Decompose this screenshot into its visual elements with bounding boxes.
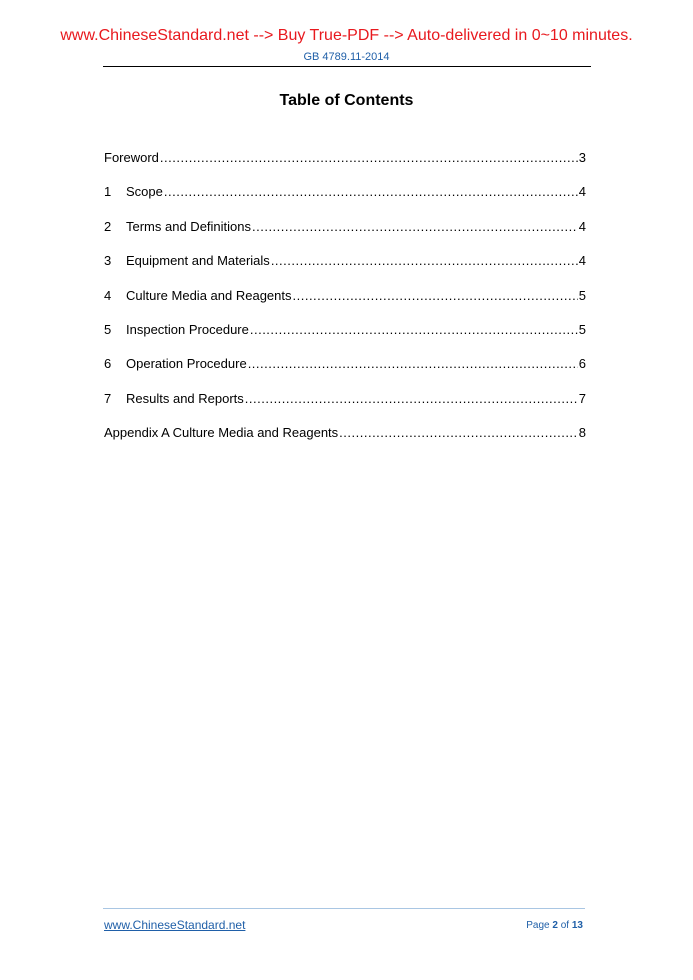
toc-entry-appendix-a[interactable] <box>104 425 586 459</box>
toc-entry-inspection-procedure[interactable] <box>104 322 586 356</box>
toc-entry-title: Results and Reports <box>126 390 244 406</box>
page-number <box>526 920 583 931</box>
toc-entry-title: Culture Media and Reagents <box>126 287 292 303</box>
toc-dot-leader <box>293 288 578 303</box>
header-divider <box>103 66 591 67</box>
toc-entry-operation-procedure[interactable] <box>104 356 586 390</box>
toc-entry-title: Terms and Definitions <box>126 218 251 234</box>
toc-entry-page: 3 <box>578 150 586 165</box>
toc-entry-results-and-reports[interactable] <box>104 391 586 425</box>
table-of-contents <box>104 150 586 460</box>
toc-dot-leader <box>271 253 578 268</box>
toc-entry-page: 5 <box>578 287 586 303</box>
toc-entry-number: 4 <box>104 287 112 303</box>
page-label: Page <box>526 920 550 931</box>
toc-entry-culture-media-and-reagents[interactable] <box>104 288 586 322</box>
toc-entry-number: 2 <box>104 218 112 234</box>
toc-dot-leader <box>245 391 578 406</box>
toc-entry-scope[interactable] <box>104 184 586 218</box>
toc-entry-page: 6 <box>578 356 586 372</box>
toc-entry-title: Scope <box>126 184 163 200</box>
toc-entry-title: Equipment and Materials <box>126 253 270 269</box>
toc-title: Table of Contents <box>279 92 414 109</box>
page-current: 2 <box>552 920 558 931</box>
promo-banner <box>0 27 693 45</box>
toc-entry-page: 7 <box>578 390 586 406</box>
toc-entry-page: 4 <box>578 218 586 234</box>
toc-entry-title: Operation Procedure <box>126 356 247 372</box>
toc-entry-equipment-and-materials[interactable] <box>104 253 586 287</box>
toc-dot-leader <box>339 425 578 440</box>
toc-entry-page: 4 <box>578 184 586 200</box>
standard-code: GB 4789.11-2014 <box>303 51 390 63</box>
toc-dot-leader <box>248 356 578 371</box>
footer-divider <box>103 908 585 909</box>
page-of-label: of <box>560 920 570 931</box>
toc-dot-leader <box>250 322 578 337</box>
toc-entry-number: 3 <box>104 253 112 269</box>
toc-entry-title: Inspection Procedure <box>126 321 249 337</box>
toc-dot-leader <box>252 219 578 234</box>
page-total: 13 <box>571 920 583 931</box>
toc-dot-leader <box>164 184 578 199</box>
toc-entry-page: 5 <box>578 321 586 337</box>
toc-entry-number: 6 <box>104 356 112 372</box>
toc-entry-page: 4 <box>578 253 586 269</box>
toc-entry-title: Foreword <box>104 150 159 165</box>
toc-entry-title: Appendix A Culture Media and Reagents <box>104 425 339 441</box>
toc-entry-number: 5 <box>104 321 112 337</box>
promo-banner-link[interactable]: www.ChineseStandard.net --> Buy True-PDF --> Auto-delivered in 0~10 minutes. <box>60 27 633 44</box>
toc-dot-leader <box>160 150 578 165</box>
toc-entry-number: 7 <box>104 390 112 406</box>
toc-entry-number: 1 <box>104 184 112 200</box>
toc-entry-terms-and-definitions[interactable] <box>104 219 586 253</box>
toc-entry-page: 8 <box>578 425 586 441</box>
toc-entry-foreword[interactable] <box>104 150 586 184</box>
footer-website-link[interactable]: www.ChineseStandard.net <box>104 918 246 932</box>
